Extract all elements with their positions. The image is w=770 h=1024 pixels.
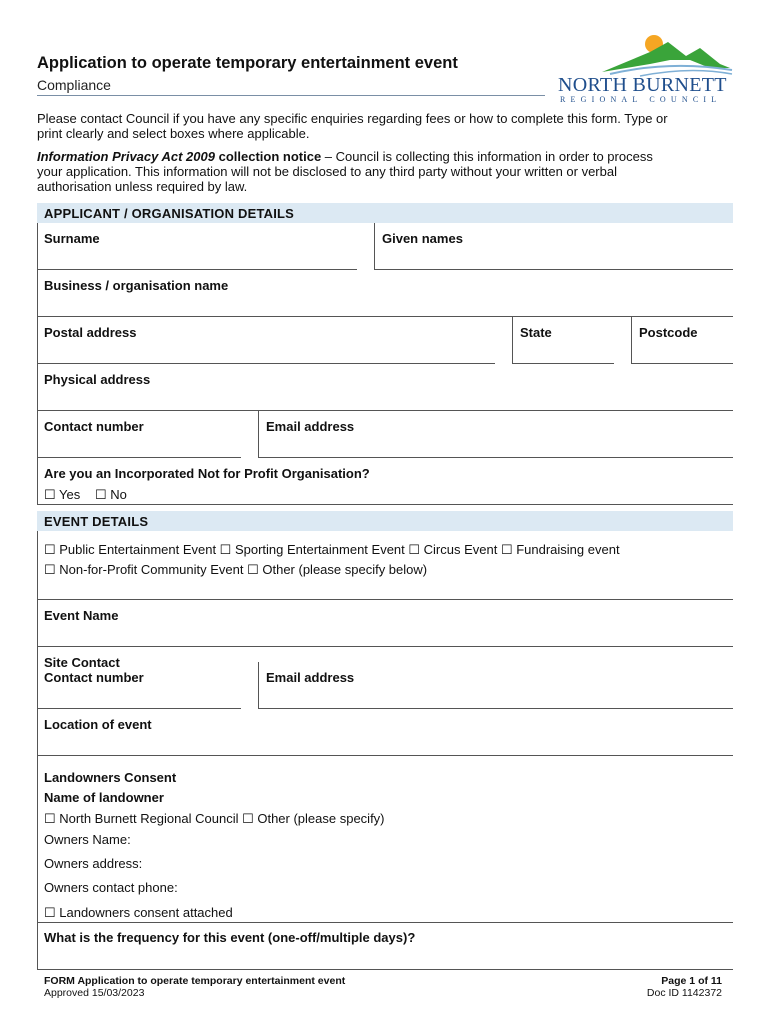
logo-subtext: REGIONAL COUNCIL: [560, 95, 722, 104]
privacy-line-3: authorisation unless required by law.: [37, 179, 248, 194]
state-field[interactable]: [512, 363, 614, 364]
form-title: Application to operate temporary entertainment event: [37, 54, 458, 72]
given-names-label: Given names: [382, 231, 463, 246]
business-name-label: Business / organisation name: [44, 278, 229, 293]
email-address-field[interactable]: [258, 457, 733, 458]
contact-number-label: Contact number: [44, 419, 144, 434]
surname-label: Surname: [44, 231, 100, 246]
logo-text: NORTH BURNETT: [558, 74, 727, 96]
surname-field[interactable]: [37, 269, 357, 270]
section-applicant-details: APPLICANT / ORGANISATION DETAILS: [37, 203, 733, 223]
footer-approved: Approved 15/03/2023: [44, 987, 145, 999]
business-name-field[interactable]: [37, 316, 733, 317]
physical-address-label: Physical address: [44, 372, 151, 387]
site-contact-number-field[interactable]: [37, 708, 241, 709]
site-email-label: Email address: [266, 670, 355, 685]
site-contact-number-label: Contact number: [44, 670, 144, 685]
event-type-options-row2[interactable]: ☐ Non-for-Profit Community Event ☐ Other (please specify below): [44, 562, 428, 577]
owners-phone-label: Owners contact phone:: [44, 880, 178, 895]
email-address-label: Email address: [266, 419, 355, 434]
physical-address-field[interactable]: [37, 410, 733, 411]
postcode-field[interactable]: [631, 363, 733, 364]
nfp-question: Are you an Incorporated Not for Profit Organisation?: [44, 466, 370, 481]
privacy-collection-label: collection notice: [214, 149, 322, 164]
council-logo: [550, 30, 735, 108]
owners-name-label: Owners Name:: [44, 832, 131, 847]
given-names-field[interactable]: [374, 269, 733, 270]
site-contact-label: Site Contact: [44, 655, 120, 670]
location-field[interactable]: [37, 755, 733, 756]
event-type-other-field[interactable]: [37, 599, 733, 600]
consent-attached-checkbox[interactable]: ☐ Landowners consent attached: [44, 905, 233, 920]
header-rule: [37, 95, 545, 96]
footer-form-name: FORM Application to operate temporary entertainment event: [44, 975, 346, 987]
event-name-field[interactable]: [37, 646, 733, 647]
landowner-options[interactable]: ☐ North Burnett Regional Council ☐ Other (please specify): [44, 811, 385, 826]
footer-page: Page 1 of 11: [661, 975, 722, 987]
intro-line-2: print clearly and select boxes where applicable.: [37, 126, 310, 141]
owners-address-label: Owners address:: [44, 856, 143, 871]
postcode-label: Postcode: [639, 325, 698, 340]
footer-doc-id: Doc ID 1142372: [646, 987, 722, 999]
privacy-act-name: Information Privacy Act 2009: [37, 149, 215, 164]
footer-right: [647, 975, 722, 999]
frequency-label: What is the frequency for this event (one-off/multiple days)?: [44, 930, 416, 945]
form-subtitle: Compliance: [37, 77, 111, 93]
event-type-options-row1[interactable]: ☐ Public Entertainment Event ☐ Sporting Entertainment Event ☐ Circus Event ☐ Fundraising event: [44, 542, 620, 557]
privacy-line-2: your application. This information will not be disclosed to any third party without your written or verbal: [37, 164, 617, 179]
footer-rule: [37, 969, 733, 970]
landowners-consent-label: Landowners Consent: [44, 770, 177, 785]
intro-line-1: Please contact Council if you have any specific enquiries regarding fees or how to complete this form. Type or: [37, 111, 668, 126]
landowner-name-label: Name of landowner: [44, 790, 164, 805]
nfp-yes-checkbox[interactable]: ☐ Yes: [44, 487, 81, 502]
footer-left: [44, 975, 345, 999]
site-email-field[interactable]: [258, 708, 733, 709]
state-label: State: [520, 325, 552, 340]
nfp-no-checkbox[interactable]: ☐ No: [95, 487, 127, 502]
privacy-text-1: – Council is collecting this information in order to process: [321, 149, 653, 164]
postal-address-label: Postal address: [44, 325, 137, 340]
section-event-details: EVENT DETAILS: [37, 511, 733, 531]
postal-address-field[interactable]: [37, 363, 495, 364]
contact-number-field[interactable]: [37, 457, 241, 458]
privacy-notice: [37, 149, 737, 164]
location-label: Location of event: [44, 717, 152, 732]
event-name-label: Event Name: [44, 608, 119, 623]
